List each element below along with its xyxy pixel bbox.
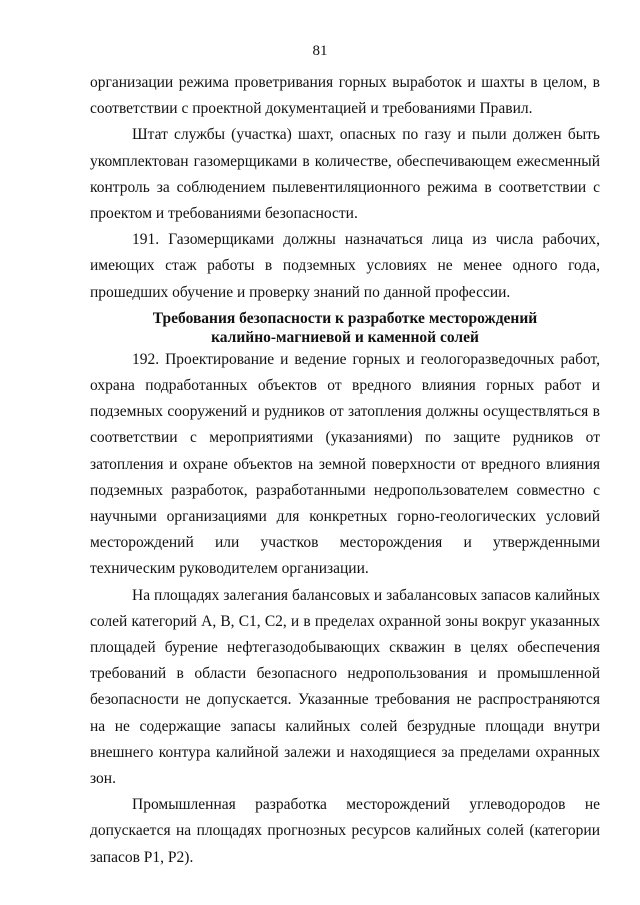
- paragraph-potash-reserves: На площадях залегания балансовых и забалансовых запасов калийных солей категорий А, В, С1, С2, и в пределах охранной зоны вокруг указанных площадей бурение нефтегазодобывающих скважин в целях обеспечения требований в области безопасного недропользования и промышленной безопасности не допускается. Указанные требования не распространяются на не содержащие запасы калийных солей безрудные площади внутри внешнего контура калийной залежи и находящиеся за пределами охранных зон.: [90, 586, 600, 788]
- section-heading-line-2: калийно-магниевой и каменной солей: [211, 328, 479, 346]
- section-heading: [90, 309, 600, 347]
- paragraph-191: 191. Газомерщиками должны назначаться лица из числа рабочих, имеющих стаж работы в подземных условиях не менее одного года, прошедших обучение и проверку знаний по данной профессии.: [90, 231, 600, 301]
- paragraph-hydrocarbon-development: Промышленная разработка месторождений углеводородов не допускается на площадях прогнозных ресурсов калийных солей (категории запасов Р1, Р2).: [90, 796, 600, 866]
- paragraph-gas-service-staff: Штат службы (участка) шахт, опасных по газу и пыли должен быть укомплектован газомерщиками в количестве, обеспечивающем ежесменный контроль за соблюдением пылевентиляционного режима в соответствии с проектом и требованиями безопасности.: [90, 126, 600, 223]
- paragraph-192: 192. Проектирование и ведение горных и геологоразведочных работ, охрана подработанных объектов от вредного влияния горных работ и подземных сооружений и рудников от затопления должны осуществляться в соответствии с мероприятиями (указаниями) по защите рудников от затопления и охране объектов на земной поверхности от вредного влияния подземных разработок, разработанными недропользователем совместно с научными организациями для конкретных горно-геологических условий месторождений или участков месторождения и утвержденными техническим руководителем организации.: [90, 350, 600, 578]
- document-body: [90, 70, 600, 871]
- page-number: 81: [312, 43, 328, 59]
- paragraph-ventilation-end: организации режима проветривания горных выработок и шахты в целом, в соответствии с проектной документацией и требованиями Правил.: [90, 74, 600, 118]
- section-heading-line-1: Требования безопасности к разработке месторождений: [152, 309, 538, 327]
